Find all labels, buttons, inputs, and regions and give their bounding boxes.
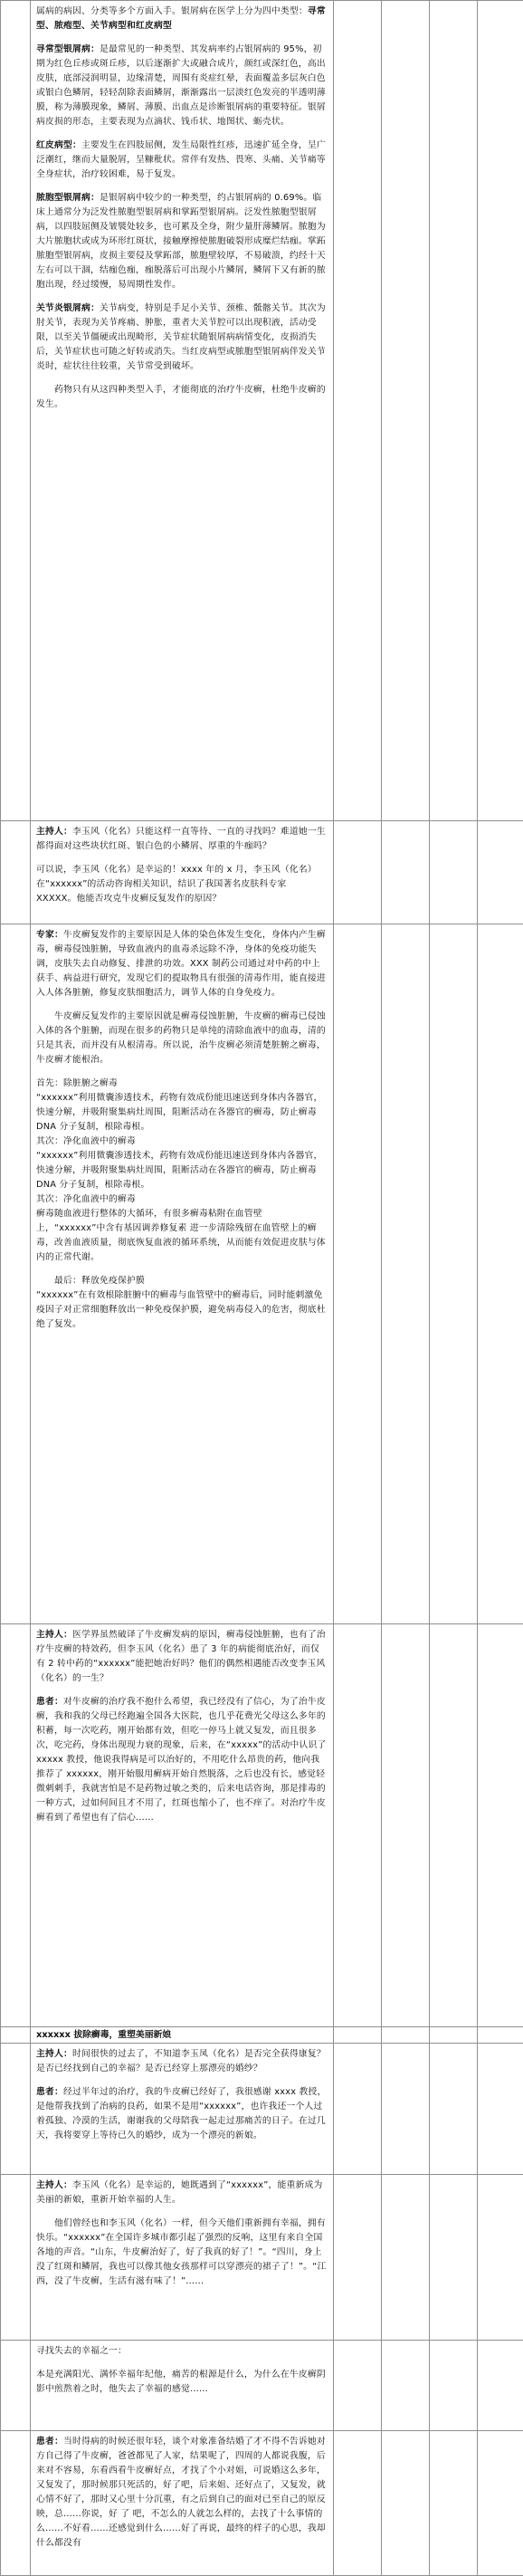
paragraph-text: 李玉风（化名）是幸运的，她既遇到了“xxxxxx”，能重新成为美丽的新娘，重新开始幸福的人生。	[36, 2180, 322, 2205]
content-cell	[31, 924, 334, 1624]
empty-cell	[382, 1624, 430, 2027]
section-row	[1, 2431, 523, 2576]
empty-cell	[382, 2431, 430, 2576]
paragraph-text: 寻找失去的幸福之一：	[36, 2346, 127, 2356]
paragraph-text: 主要发生在四肢屈侧，发生局限性红疹，迅速扩延全身，呈广泛潮红，继而大量脱屑，呈糠秕状。常伴有发热、畏寒、头痛、关节痛等全身症状，治疗较困难，易于复发。	[36, 140, 326, 179]
row-index-cell	[1, 2431, 31, 2576]
content-cell	[31, 1624, 334, 2027]
paragraph-text: 牛皮癣反复发作的主要原因就是癣毒侵蚀脏腑，牛皮癣的癣毒已侵蚀入体的各个脏腑，而现在很多的药物只是单纯的清除血液中的血毒，清的只是其表，而并没有从根清毒。所以说，治牛皮癣必须清楚脏腑之癣毒，牛皮癣才能根治。	[36, 1011, 326, 1065]
row-index-cell	[1, 924, 31, 1624]
content-body	[31, 1624, 333, 1829]
section-row	[1, 2175, 523, 2341]
empty-cell	[430, 1624, 478, 2027]
content-cell	[31, 2175, 334, 2341]
row-index-cell	[1, 2027, 31, 2044]
empty-cell	[382, 2044, 430, 2175]
speaker-label: 寻常型银屑病：	[36, 44, 100, 54]
section-row	[1, 2027, 523, 2044]
empty-cell	[382, 924, 430, 1624]
empty-cell	[430, 2341, 478, 2431]
content-body	[31, 2175, 333, 2293]
speaker-label: 关节炎银屑病：	[36, 303, 100, 313]
empty-cell	[430, 821, 478, 924]
row-index-cell	[1, 1, 31, 821]
paragraph-text: 可以说，李玉风（化名）是幸运的！xxxx 年的 x 月，李玉风（化名）在“xxxxxx”的活动咨询相关知识，结识了我国著名皮肤科专家 XXXXX。他能否攻克牛皮癣反复发作的原因？	[36, 865, 317, 904]
paragraph	[36, 2435, 328, 2551]
paragraph-text: 对牛皮癣的治疗我不抱什么希望，我已经没有了信心，为了治牛皮癣，我和我的父母已经跑遍全国各大医院，也几乎花费光父母这么多年的积蓄，每一次吃药，刚开始都有效，但吃一停马上就又复发，而且很多次，吃完药，身体出现现力衰的现象，后来，在“xxxxx”的活动中认识了 xxxxx 教授，他说我得病是可以治好的，不用吃什么昂贵的药，他向我推荐了 xxxxxx，刚开始服用癣病开始自然脱落，之后也没有长，感觉轻微刺刺手，我就害怕是不是药物过敏之类的，后来电话咨询，那是排毒的一种方式，过如何间且才不用了，红斑也缩小了，也不痒了。对治疗牛皮癣看到了希望也有了信心……	[36, 1697, 326, 1823]
paragraph-text: 医学界虽然破译了牛皮癣发病的原因，癣毒侵蚀脏腑，也有了治疗牛皮癣的特效药，但李玉风（化名）患了 3 年的病能彻底治好，而仅有 2 转中药的“xxxxxx”能把她治好吗？他们的偶然相遇能否改变李玉风（化名）的一生？	[36, 1630, 326, 1683]
speaker-label: 患者：	[36, 2437, 63, 2447]
content-cell	[31, 2341, 334, 2431]
content-body	[31, 924, 333, 1336]
empty-cell	[478, 924, 523, 1624]
paragraph-text: 李玉风（化名）只能这样一直等待、一直的寻找吗？难道她一生都得面对这些块状红斑、银白色的小鳞屑、厚重的牛痂吗？	[36, 827, 326, 851]
empty-cell	[334, 2027, 382, 2044]
empty-cell	[478, 1624, 523, 2027]
empty-cell	[334, 2431, 382, 2576]
empty-cell	[334, 2044, 382, 2175]
empty-cell	[430, 2044, 478, 2175]
content-cell	[31, 2027, 334, 2044]
paragraph	[36, 302, 328, 374]
content-body	[31, 1, 333, 416]
empty-cell	[382, 2175, 430, 2341]
paragraph-text: 最后：释放免疫保护膜 “xxxxxx”在有效根除脏腑中的癣毒与血管壁中的癣毒后，同时能刺激免疫因子对正常细胞释放出一种免疫保护膜，避免病毒侵入的危害，彻底杜绝了复发。	[36, 1276, 326, 1329]
empty-cell	[430, 2027, 478, 2044]
empty-cell	[382, 1, 430, 821]
paragraph-text: 关节病变，特别是手足小关节、颈椎、骶髂关节。其次为肘关节，表现为关节疼痛、肿胀，重者大关节腔可以出现积液，活动受限，以至关节僵硬或出现畸形，关节症状随银屑病病情变化，皮损消失后，关节症状也可随之好转或消失。当红皮病型或脓胞型银屑病伴发关节炎时，症状往往较重，关节常受到破坏。	[36, 303, 326, 371]
content-body	[31, 2341, 333, 2400]
paragraph-text: 属病的病因、分类等多个方面入手。银屑病在医学上分为四中类型：	[36, 6, 308, 16]
content-body	[31, 821, 333, 910]
paragraph	[36, 2179, 328, 2207]
row-index-cell	[1, 1624, 31, 2027]
empty-cell	[334, 1624, 382, 2027]
section-row	[1, 924, 523, 1624]
paragraph-text: 经过半年过的治疗，我的牛皮癣已经好了，我很感谢 xxxx 教授，是他帮我找到了治病的良药，如果不是用“xxxxxx”，也许我还一个人过着孤独、冷漠的生活，谢谢我的父母陪我一起走过那痛苦的日子。在过几天，我将要穿上等待已久的婚纱，成为一个漂亮的新娘。	[36, 2087, 327, 2140]
paragraph	[36, 2047, 328, 2076]
empty-cell	[478, 821, 523, 924]
paragraph-text: 牛皮癣复发作的主要原因是人体的染色体发生变化，身体内产生癣毒，癣毒侵蚀脏腑，导致血液内的血毒杀远除不净，身体的免疫功能失调，皮肤失去自动修复、排泄的功效。XXX 制药公司通过对中药的中上获手、病益进行研究，发现它们的提取物具有很强的清毒作用，能直接进入人体各脏腑，修复皮肤细胞活力，调节人体的自身免疫力。	[36, 930, 326, 998]
empty-cell	[430, 2175, 478, 2341]
paragraph	[36, 2085, 328, 2143]
paragraph	[36, 2217, 328, 2289]
empty-cell	[334, 821, 382, 924]
empty-cell	[478, 1, 523, 821]
paragraph-text: 当时得病的时候还很年轻，谈个对象准备结婚了才不得不告诉她对方自己得了牛皮癣，爸爸都见了人家，结果呢了，四周的人都说我腹，后来对不容易，东看西看牛皮癣好点，才找了个小对姐，可说婚这么多年，又复发了，那时候那只死活的，好了吧，后来姐、还好点了，又复发，就心情不好了，那时又心里十分沉重，有之后到自己的面对已至自己的原反映，总……你说，好 了 吧，不怎么的人就怎么样的，去找了十么事情的么……不好看……还感觉到什么……好了再说，最终的样子的心思，我却什么都没有	[36, 2437, 326, 2548]
empty-cell	[382, 821, 430, 924]
paragraph	[36, 2368, 328, 2397]
empty-cell	[478, 2175, 523, 2341]
row-index-cell	[1, 2044, 31, 2175]
speaker-label: 红皮病型：	[36, 140, 81, 150]
speaker-label: 主持人：	[36, 827, 72, 837]
paragraph	[36, 1274, 328, 1332]
empty-cell	[382, 2341, 430, 2431]
content-body	[31, 2431, 333, 2554]
empty-cell	[334, 2175, 382, 2341]
content-cell	[31, 1, 334, 821]
row-index-cell	[1, 821, 31, 924]
section-row	[1, 1, 523, 821]
speaker-label: 患者：	[36, 1697, 63, 1707]
paragraph-text: 时间很快的过去了，不知道李玉凤（化名）是否完全获得康复？是否已经找到自己的幸福？是否已经穿上那漂亮的婚纱？	[36, 2049, 326, 2073]
row-index-cell	[1, 2175, 31, 2341]
content-cell	[31, 821, 334, 924]
paragraph	[36, 191, 328, 292]
paragraph-text: 药物只有从这四种类型入手，才能彻底的治疗牛皮癣，杜绝牛皮癣的发生。	[36, 385, 326, 409]
empty-cell	[478, 2044, 523, 2175]
paragraph	[36, 825, 328, 854]
empty-cell	[334, 1, 382, 821]
empty-cell	[430, 924, 478, 1624]
paragraph	[36, 139, 328, 182]
speaker-label: 主持人：	[36, 2180, 72, 2190]
section-row	[1, 821, 523, 924]
empty-cell	[478, 2341, 523, 2431]
paragraph-text: 他们曾经也和李玉风（化名）一样，但今天他们重新拥有幸福，拥有快乐。“xxxxxx”在全国许多城市都引起了强烈的反响，这里有来自全国各地的声音。“山东，牛皮癣治好了，好了我真的好了！”。“四川，身上没了红斑和鳞屑，我也可以像其他女孩那样可以穿漂亮的裙子了！”。“江西，没了牛皮癣，生活有滋有味了！”……	[36, 2218, 326, 2286]
empty-cell	[382, 2027, 430, 2044]
paragraph	[36, 1628, 328, 1686]
section-row	[1, 2341, 523, 2431]
paragraph	[36, 863, 328, 906]
content-cell	[31, 2044, 334, 2175]
paragraph	[36, 5, 328, 34]
speaker-label: 患者：	[36, 2087, 63, 2097]
speaker-label: 脓胞型银屑病：	[36, 193, 100, 203]
paragraph	[36, 1077, 328, 1265]
paragraph	[36, 43, 328, 129]
empty-cell	[334, 2341, 382, 2431]
emphasis-text: 寻常型、脓疱型、关节病型和红皮病型	[36, 6, 326, 31]
paragraph	[36, 1695, 328, 1825]
paragraph-text: 是最常见的一种类型、其发病率约占银屑病的 95%，初期为红色丘疹或斑丘疹，以后逐渐扩大或融合成片，颜红或深红色，高出皮肤，底部浸润明显，边缘清楚，周围有炎症红晕，表面覆盖多层灰白色或银白色鳞屑，轻轻刮除表面鳞屑，渐渐露出一层淡红色发亮的半透明薄膜，称为薄膜现象，鳞屑、薄膜、出血点是诊断银屑病的重要特征。银屑病皮损的形态，主要表现为点滴状、钱币状、地图状、蛎壳状。	[36, 44, 326, 127]
content-cell	[31, 2431, 334, 2576]
speaker-label: 主持人：	[36, 1630, 72, 1640]
speaker-label: 专家：	[36, 930, 63, 940]
paragraph	[36, 1010, 328, 1068]
row-index-cell	[1, 2341, 31, 2431]
section-row	[1, 2044, 523, 2175]
content-body	[31, 2044, 333, 2147]
empty-cell	[478, 2431, 523, 2576]
empty-cell	[430, 2431, 478, 2576]
paragraph-text: 首先：除脏腑之癣毒 “xxxxxx”利用微囊渗透技术，药物有效成份能迅速送到身体内各器官，快速分解，并吸附聚集病灶周围，阻断活动在各器官的癣毒，防止癣毒 DNA 分子复制，根除毒根。 其次：净化血液中的癣毒 “xxxxxx”利用微囊渗透技术，药物有效成份能迅速送到身体内各器官，快速分解，并吸附聚集病灶周围，阻断活动在各器官的癣毒，防止癣毒 DNA 分子复制，根除毒根。 其次：净化血液中的癣毒 癣毒随血液进行整体的大循环，有很多癣毒粘附在血管壁上，“xxxxxx”中含有基因调养修复素 进一步清除残留在血管壁上的癣毒，改善血液质量，彻底恢复血液的循环系统，从而能有效促进皮肤与体内的正常代谢。	[36, 1078, 326, 1262]
speaker-label: 主持人：	[36, 2049, 72, 2059]
paragraph	[36, 928, 328, 1001]
empty-cell	[430, 1, 478, 821]
section-row	[1, 1624, 523, 2027]
paragraph	[36, 2344, 328, 2359]
paragraph	[36, 383, 328, 412]
empty-cell	[478, 2027, 523, 2044]
empty-cell	[334, 924, 382, 1624]
paragraph-text: 本是充满阳光、满怀幸福年纪他，痛苦的根源是什么，为什么在牛皮癣阴影中煎熬着之时，他失去了幸福的感觉……	[36, 2370, 326, 2394]
paragraph-text: 是银屑病中较少的一种类型，约占银屑病的 0.69%。临床上通常分为泛发性脓胞型银屑病和掌跖型银屑病。泛发性脓胞型银屑病，以四肢屈侧及皱襞处较多，也可累及全身，附少量肝薄鳞屑。脓胞为大片脓胞状或成为环形红斑状，接触摩擦使脓胞破裂形成糜烂结痂。掌跖脓胞型银屑病，皮损主要侵及掌跖部，脓胞壁较厚，不易破溃，约经十天左右可以干涸，结痂色痂，痂脱落后可出现小片鳞屑，鳞屑下又有新的脓胞出现，经过缓慢，易周期性发作。	[36, 193, 326, 290]
section-heading: xxxxxx 拔除癣毒，重塑美丽新娘	[31, 2027, 333, 2043]
